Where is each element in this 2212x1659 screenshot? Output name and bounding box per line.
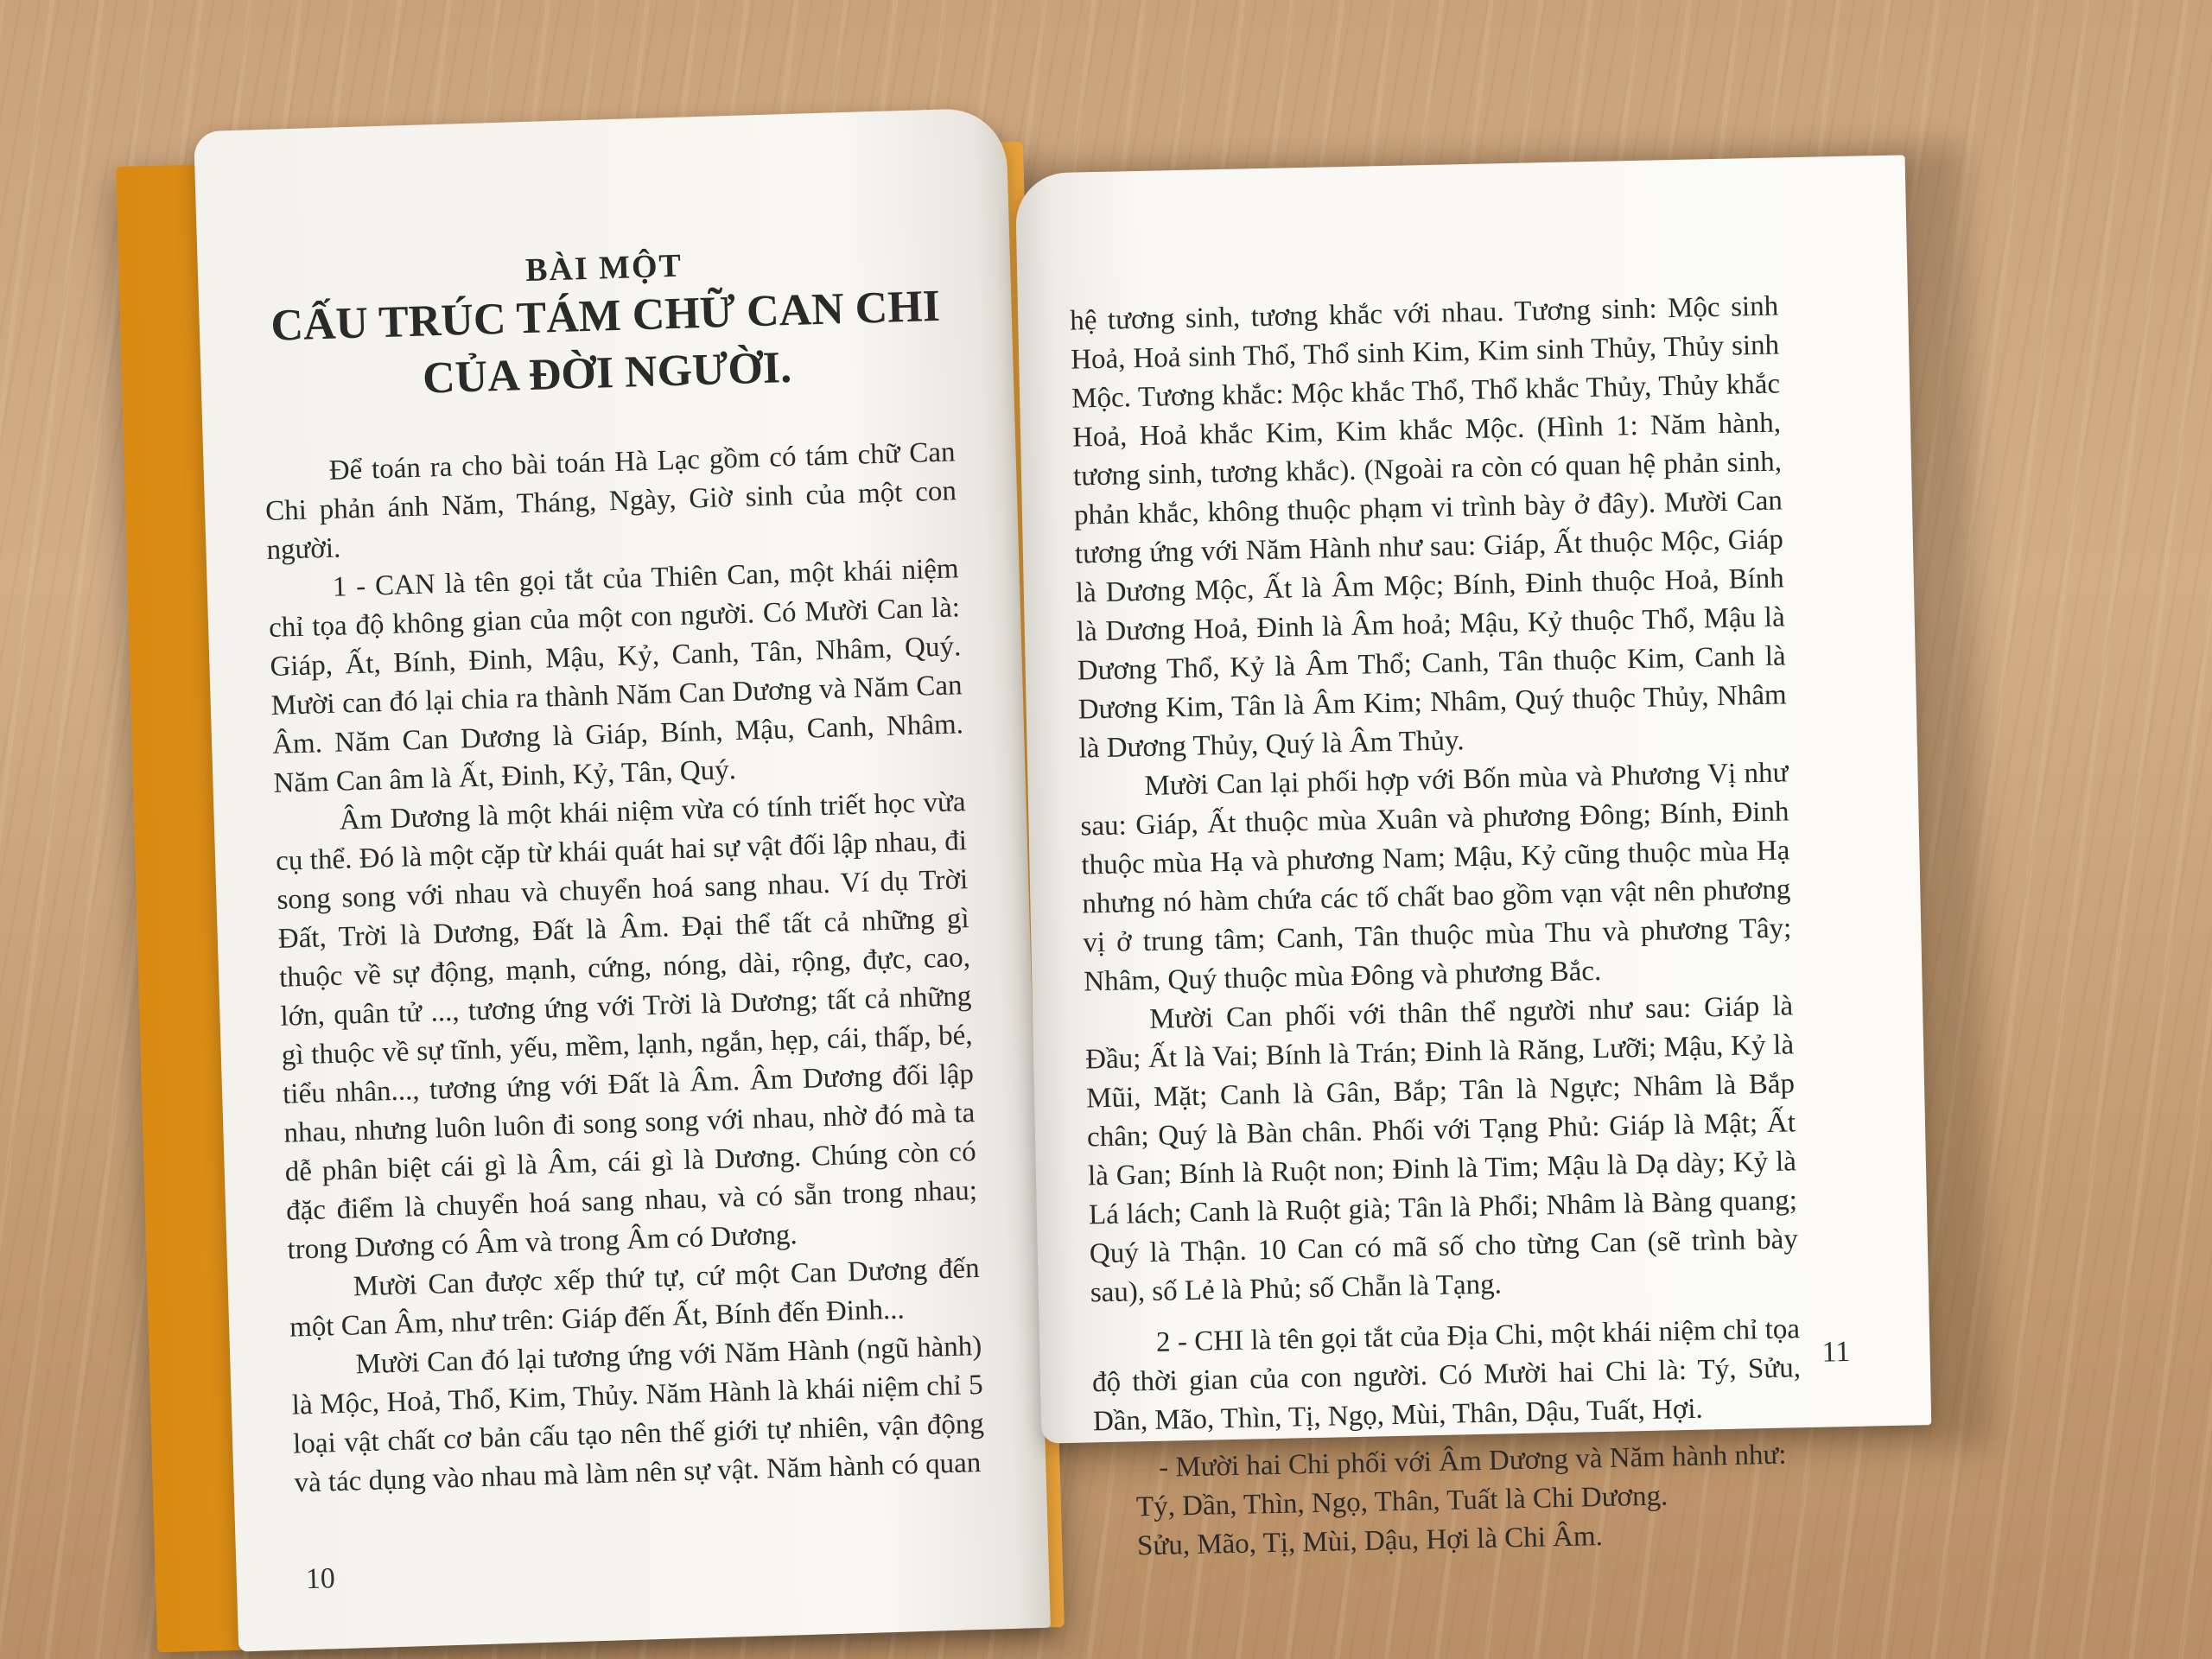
lesson-label: BÀI MỘT (524, 247, 683, 289)
right-paragraph-6: Tý, Dần, Thìn, Ngọ, Thân, Tuất là Chi Dương. (1135, 1480, 1669, 1523)
left-page-content (258, 238, 986, 1503)
left-paragraph-4: Mười Can được xếp thứ tự, cứ một Can Dương đến một Can Âm, như trên: Giáp đến Ất, Bính đến Đinh... (289, 1252, 981, 1344)
right-paragraph-4: 2 - CHI là tên gọi tắt của Địa Chi, một khái niệm chỉ tọa độ thời gian của con người. Có Mười hai Chi là: Tý, Sửu, Dần, Mão, Thìn, Tị, Ngọ, Mùi, Thân, Dậu, Tuất, Hợi. (1091, 1313, 1802, 1438)
right-paragraph-1: hệ tương sinh, tương khắc với nhau. Tương sinh: Mộc sinh Hoả, Hoả sinh Thổ, Thổ sinh Kim, Kim sinh Thủy, Thủy sinh Mộc. Tương khắc: Mộc khắc Thổ, Thổ khắc Thủy, Thủy khắc Hoả, Hoả khắc Kim, Kim khắc Mộc. (Hình 1: Năm hành, tương sinh, tương khắc). (Ngoài ra còn có quan hệ phản sinh, phản khắc, không thuộc phạm vi trình bày ở đây). Mười Can tương ứng với Năm Hành như sau: Giáp, Ất thuộc Mộc, Giáp là Dương Mộc, Ất là Âm Mộc; Bính, Đinh thuộc Hoả, Bính là Dương Hoả, Đinh là Âm hoả; Mậu, Kỷ thuộc Thổ, Mậu là Dương Thổ, Kỷ là Âm Thổ; Canh, Tân thuộc Kim, Canh là Dương Kim, Tân là Âm Kim; Nhâm, Quý thuộc Thủy, Nhâm là Dương Thủy, Quý là Âm Thủy. (1069, 290, 1787, 765)
chapter-title-line2: CỦA ĐỜI NGƯỜI. (422, 342, 792, 404)
right-paragraph-7: Sửu, Mão, Tị, Mùi, Dậu, Hợi là Chi Âm. (1136, 1521, 1604, 1562)
right-paragraph-3: Mười Can phối với thân thể người như sau: Giáp là Đầu; Ất là Vai; Bính là Trán; Đinh là Răng, Lưỡi; Mậu, Kỷ là Mũi, Mặt; Canh là Gân, Bắp; Tân là Ngực; Nhâm là Bắp chân; Quý là Bàn chân. Phối với Tạng Phủ: Giáp là Mật; Ất là Gan; Bính là Ruột non; Đinh là Tim; Mậu là Dạ dày; Kỷ là Lá lách; Canh là Ruột già; Tân là Phổi; Nhâm là Bàng quang; Quý là Thận. 10 Can có mã số cho từng Can (sẽ trình bày sau), số Lẻ là Phủ; số Chẵn là Tạng. (1084, 990, 1799, 1309)
left-paragraph-1: Để toán ra cho bài toán Hà Lạc gồm có tám chữ Can Chi phản ánh Năm, Tháng, Ngày, Giờ sinh của một con người. (264, 436, 957, 567)
left-page-number: 10 (305, 1562, 336, 1596)
left-paragraph-2: 1 - CAN là tên gọi tắt của Thiên Can, một khái niệm chỉ tọa độ không gian của một con người. Có Mười Can là: Giáp, Ất, Bính, Đinh, Mậu, Kỷ, Canh, Tân, Nhâm, Quý. Mười can đó lại chia ra thành Năm Can Dương và Năm Can Âm. Năm Can Dương là Giáp, Bính, Mậu, Canh, Nhâm. Năm Can âm là Ất, Đinh, Kỷ, Tân, Quý. (268, 553, 964, 799)
right-page-content (1070, 287, 1804, 1567)
right-page-number: 11 (1821, 1336, 1851, 1369)
right-page (1015, 155, 1932, 1562)
chapter-title-line1: CẤU TRÚC TÁM CHỮ CAN CHI (270, 281, 941, 351)
right-paragraph-2: Mười Can lại phối hợp với Bốn mùa và Phương Vị như sau: Giáp, Ất thuộc mùa Xuân và phương Đông; Bính, Đinh thuộc mùa Hạ và phương Nam; Mậu, Kỷ cũng thuộc mùa Hạ nhưng nó hàm chứa các tố chất bao gồm vạn vật nên phương vị ở trung tâm; Canh, Tân thuộc mùa Thu và phương Tây; Nhâm, Quý thuộc mùa Đông và phương Bắc. (1080, 757, 1792, 998)
left-page (194, 107, 1051, 1651)
right-paragraph-5: - Mười hai Chi phối với Âm Dương và Năm hành như: (1158, 1439, 1787, 1484)
left-paragraph-5: Mười Can đó lại tương ứng với Năm Hành (ngũ hành) là Mộc, Hoả, Thổ, Kim, Thủy. Năm Hành là khái niệm chỉ 5 loại vật chất cơ bản cấu tạo nên thế giới tự nhiên, vận động và tác dụng vào nhau mà làm nên sự vật. Năm hành có quan (291, 1330, 985, 1499)
left-paragraph-3: Âm Dương là một khái niệm vừa có tính triết học vừa cụ thể. Đó là một cặp từ khái quát hai sự vật đối lập nhau, đi song song với nhau và chuyển hoá sang nhau. Ví dụ Trời Đất, Trời là Dương, Đất là Âm. Đại thể tất cả những gì thuộc về sự động, mạnh, cứng, nóng, dài, rộng, đực, cao, lớn, quân tử ..., tương ứng với Trời là Dương; tất cả những gì thuộc về sự tĩnh, yếu, mềm, lạnh, ngắn, hẹp, cái, thấp, bé, tiểu nhân..., tương ứng với Đất là Âm. Âm Dương đối lập nhau, nhưng luôn luôn đi song song với nhau, nhờ đó mà ta dễ phân biệt cái gì là Âm, cái gì là Dương. Chúng còn có đặc điểm là chuyển hoá sang nhau, và có sẵn trong nhau; trong Dương có Âm và trong Âm có Dương. (275, 786, 978, 1266)
